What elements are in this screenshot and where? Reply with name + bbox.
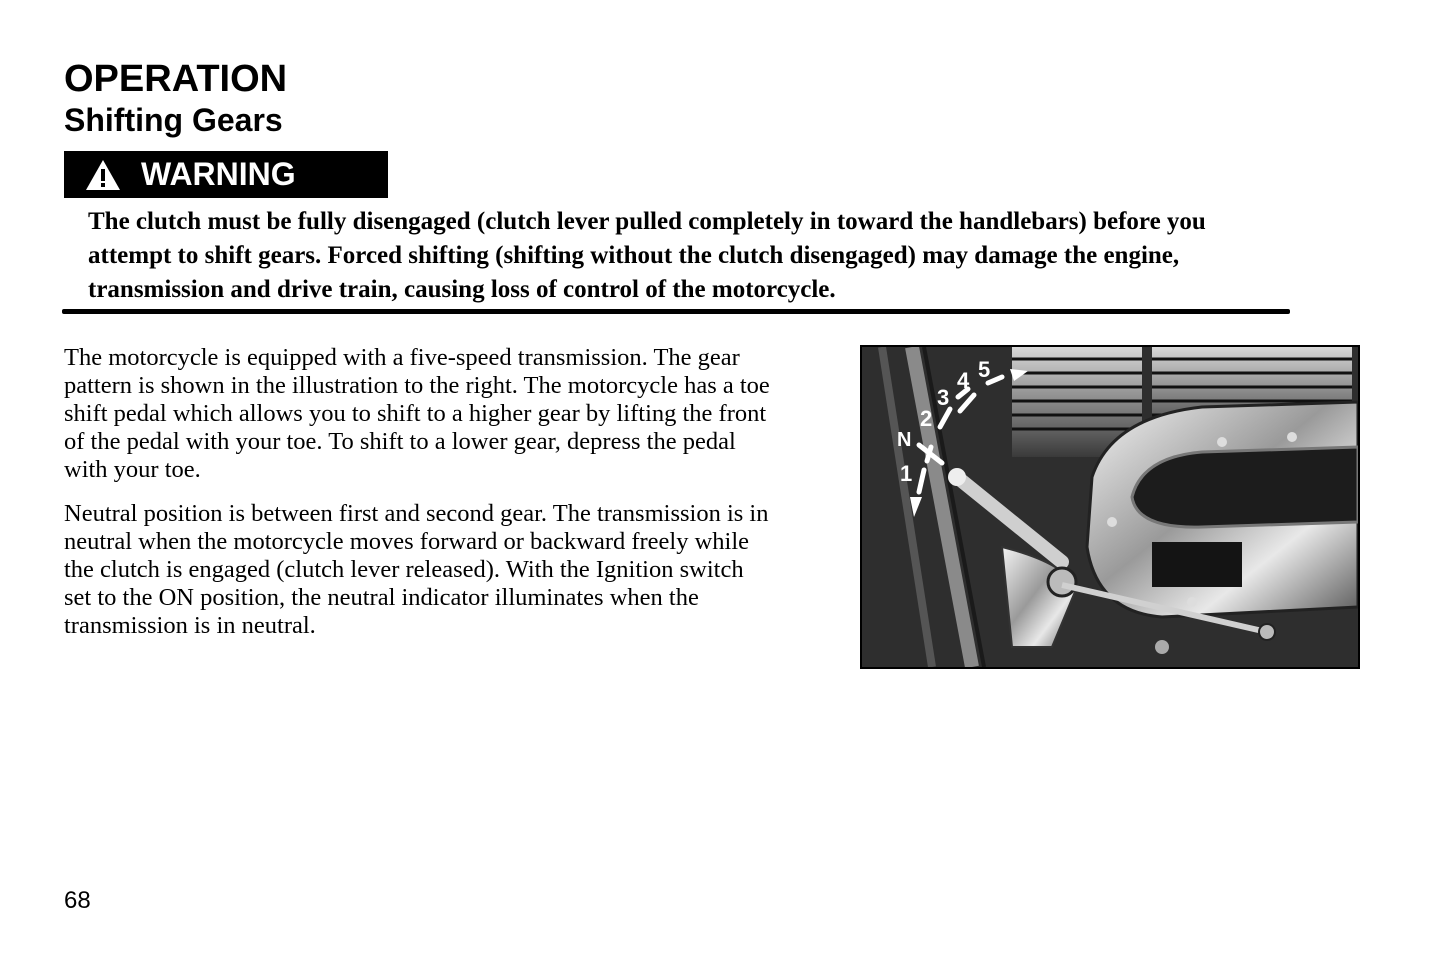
gear-label-neutral: N [897,429,912,451]
warning-label: WARNING [141,156,296,192]
warning-text: The clutch must be fully disengaged (clutch lever pulled completely in toward the handlebars) before you attempt to shift gears. Forced shifting (shifting without the clutch disengaged) may damage the engine, transmission and drive train, causing loss of control of the motorcycle. [88,208,1206,303]
gear-label-second: 2 [920,406,933,431]
body-text [64,344,774,656]
gear-shift-photo [862,347,1358,667]
page-number: 68 [64,887,91,914]
primary-cover [1087,402,1358,617]
warning-triangle-icon [84,158,122,192]
gear-label-first: 1 [900,461,913,486]
gear-label-fourth: 4 [957,368,970,393]
paragraph-neutral: Neutral position is between first and second gear. The transmission is in neutral when the motorcycle moves forward or backward freely while the clutch is engaged (clutch lever released). With the Ignition switch set to the ON position, the neutral indicator illuminates when the transmission is in neutral. [64,500,769,639]
section-title: OPERATION [64,58,288,100]
warning-divider [62,309,1290,314]
paragraph-transmission: The motorcycle is equipped with a five-speed transmission. The gear pattern is shown in the illustration to the right. The motorcycle has a toe shift pedal which allows you to shift to a higher gear by lifting the front of the pedal with your toe. To shift to a lower gear, depress the pedal with your toe. [64,344,770,483]
gear-label-fifth: 5 [978,357,991,382]
subsection-title: Shifting Gears [64,102,283,138]
gear-shift-illustration [860,345,1360,669]
gear-label-third: 3 [937,385,950,410]
warning-banner [64,151,388,198]
